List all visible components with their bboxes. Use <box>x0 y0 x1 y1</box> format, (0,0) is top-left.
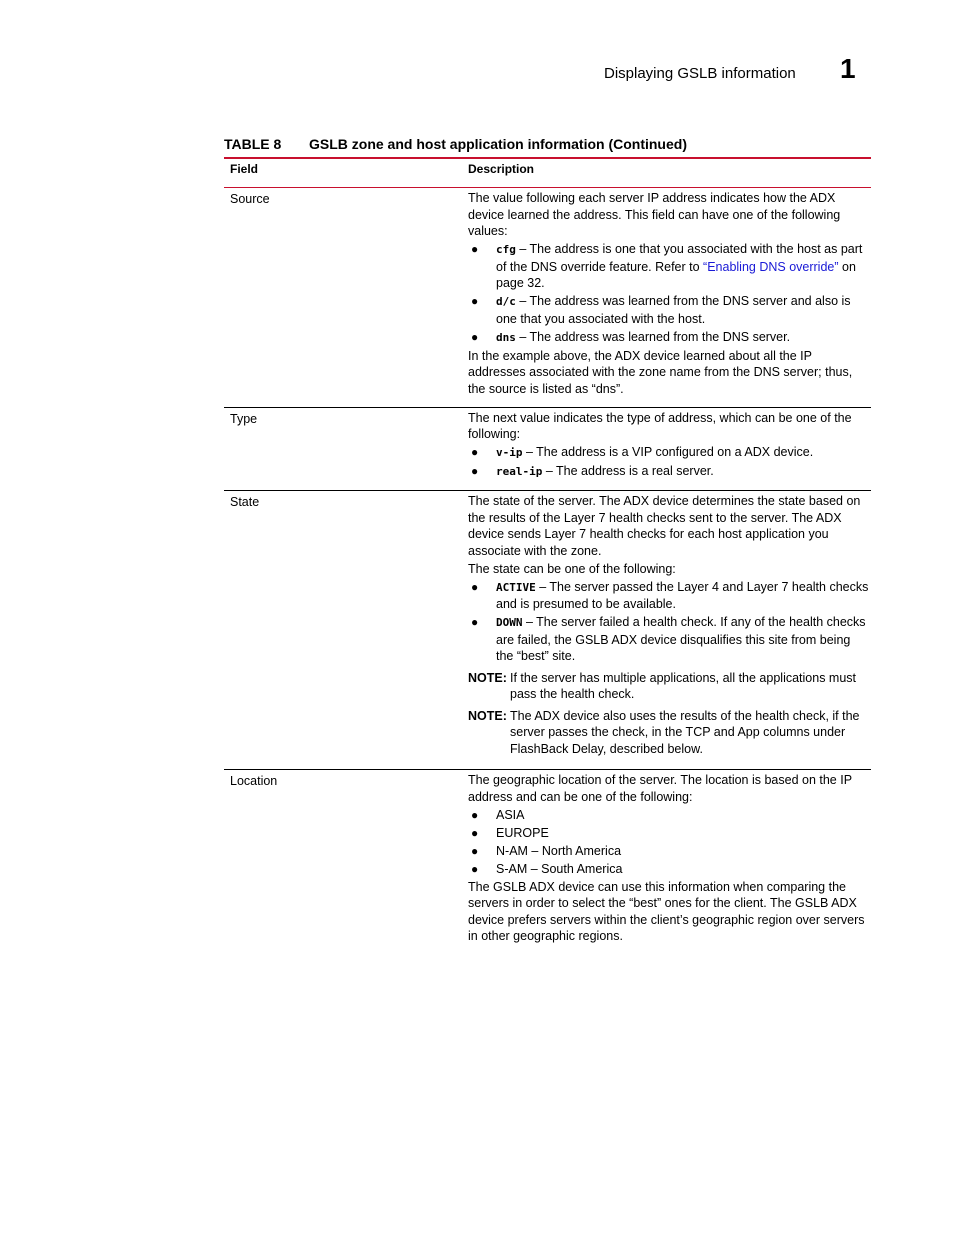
bullet-icon: ● <box>471 242 479 256</box>
column-header-description: Description <box>468 162 535 176</box>
description-source <box>468 188 871 407</box>
table-row-state <box>224 491 871 770</box>
note <box>468 670 871 703</box>
field-type: Type <box>230 411 258 426</box>
list-item: ● v-ip – The address is a VIP configured on a ADX device. <box>471 445 814 459</box>
list-item: ● ASIA <box>471 807 525 822</box>
column-header-field: Field <box>230 162 259 176</box>
state-intro-2: The state can be one of the following: <box>468 561 676 576</box>
bullet-icon: ● <box>471 294 479 308</box>
note-text: If the server has multiple applications, all the applications must pass the health check. <box>510 670 857 701</box>
page-header-title: Displaying GSLB information <box>604 65 796 82</box>
list-item: ● dns – The address was learned from the DNS server. <box>471 329 791 344</box>
field-source: Source <box>230 192 270 206</box>
source-intro: The value following each server IP address indicates how the ADX device learned the address. This field can have one of the following values: <box>468 191 841 238</box>
note-label: NOTE: <box>468 670 507 685</box>
table-title: GSLB zone and host application information (Continued) <box>309 136 687 152</box>
chapter-number: 1 <box>840 53 856 84</box>
bullet-icon: ● <box>471 329 479 344</box>
bullet-icon: ● <box>471 464 479 478</box>
field-location: Location <box>230 774 278 788</box>
bullet-icon: ● <box>471 615 479 629</box>
list-item: ● EUROPE <box>471 825 549 840</box>
note <box>468 708 871 758</box>
list-item: ● real-ip – The address is a real server. <box>471 464 714 478</box>
list-item: ● N-AM – North America <box>471 843 622 858</box>
location-outro: The GSLB ADX device can use this information when comparing the servers in order to select the “best” ones for the client. The GSLB ADX device prefers servers within the client’s geographic region over servers in other geographic regions. <box>468 879 865 943</box>
note-text: The ADX device also uses the results of the health check, if the server passes the check, in the TCP and App columns under FlashBack Delay, described below. <box>510 708 860 756</box>
state-intro: The state of the server. The ADX device determines the state based on the results of the Layer 7 health checks sent to the server. The ADX device sends Layer 7 health checks for each host application you associate with the zone. <box>468 494 861 558</box>
bullet-icon: ● <box>471 579 479 594</box>
bullet-icon: ● <box>471 807 479 822</box>
enabling-dns-override-link[interactable]: “Enabling DNS override” <box>703 259 839 274</box>
note-label: NOTE: <box>468 708 507 723</box>
bullet-icon: ● <box>471 445 479 459</box>
info-table <box>224 157 871 954</box>
type-intro: The next value indicates the type of address, which can be one of the following: <box>468 410 852 441</box>
description-state <box>468 491 871 769</box>
description-type <box>468 408 871 491</box>
list-item: ● DOWN – The server failed a health check. If any of the health checks are failed, the GSLB ADX device disqualifies this site from being the “best” site. <box>471 615 866 663</box>
list-item: ● S-AM – South America <box>471 861 623 876</box>
bullet-icon: ● <box>471 825 479 840</box>
table-label: TABLE 8 <box>224 136 282 152</box>
table-row-type <box>224 408 871 492</box>
table-row-source <box>224 188 871 408</box>
bullet-icon: ● <box>471 843 479 858</box>
location-intro: The geographic location of the server. The location is based on the IP address and can be one of the following: <box>468 773 852 804</box>
description-location <box>468 770 871 954</box>
table-header-row <box>224 159 871 188</box>
list-item: ● ACTIVE – The server passed the Layer 4 and Layer 7 health checks and is presumed to be available. <box>471 579 869 611</box>
field-state: State <box>230 495 260 509</box>
source-outro: In the example above, the ADX device learned about all the IP addresses associated with the zone name from the DNS server; thus, the source is listed as “dns”. <box>468 348 853 396</box>
bullet-icon: ● <box>471 861 479 876</box>
list-item: ● cfg – The address is one that you associated with the host as part of the DNS override feature. Refer to “Enabling DNS override” on page 32. <box>471 242 863 290</box>
table-row-location <box>224 770 871 954</box>
list-item: ● d/c – The address was learned from the DNS server and also is one that you associated with the host. <box>471 294 851 326</box>
